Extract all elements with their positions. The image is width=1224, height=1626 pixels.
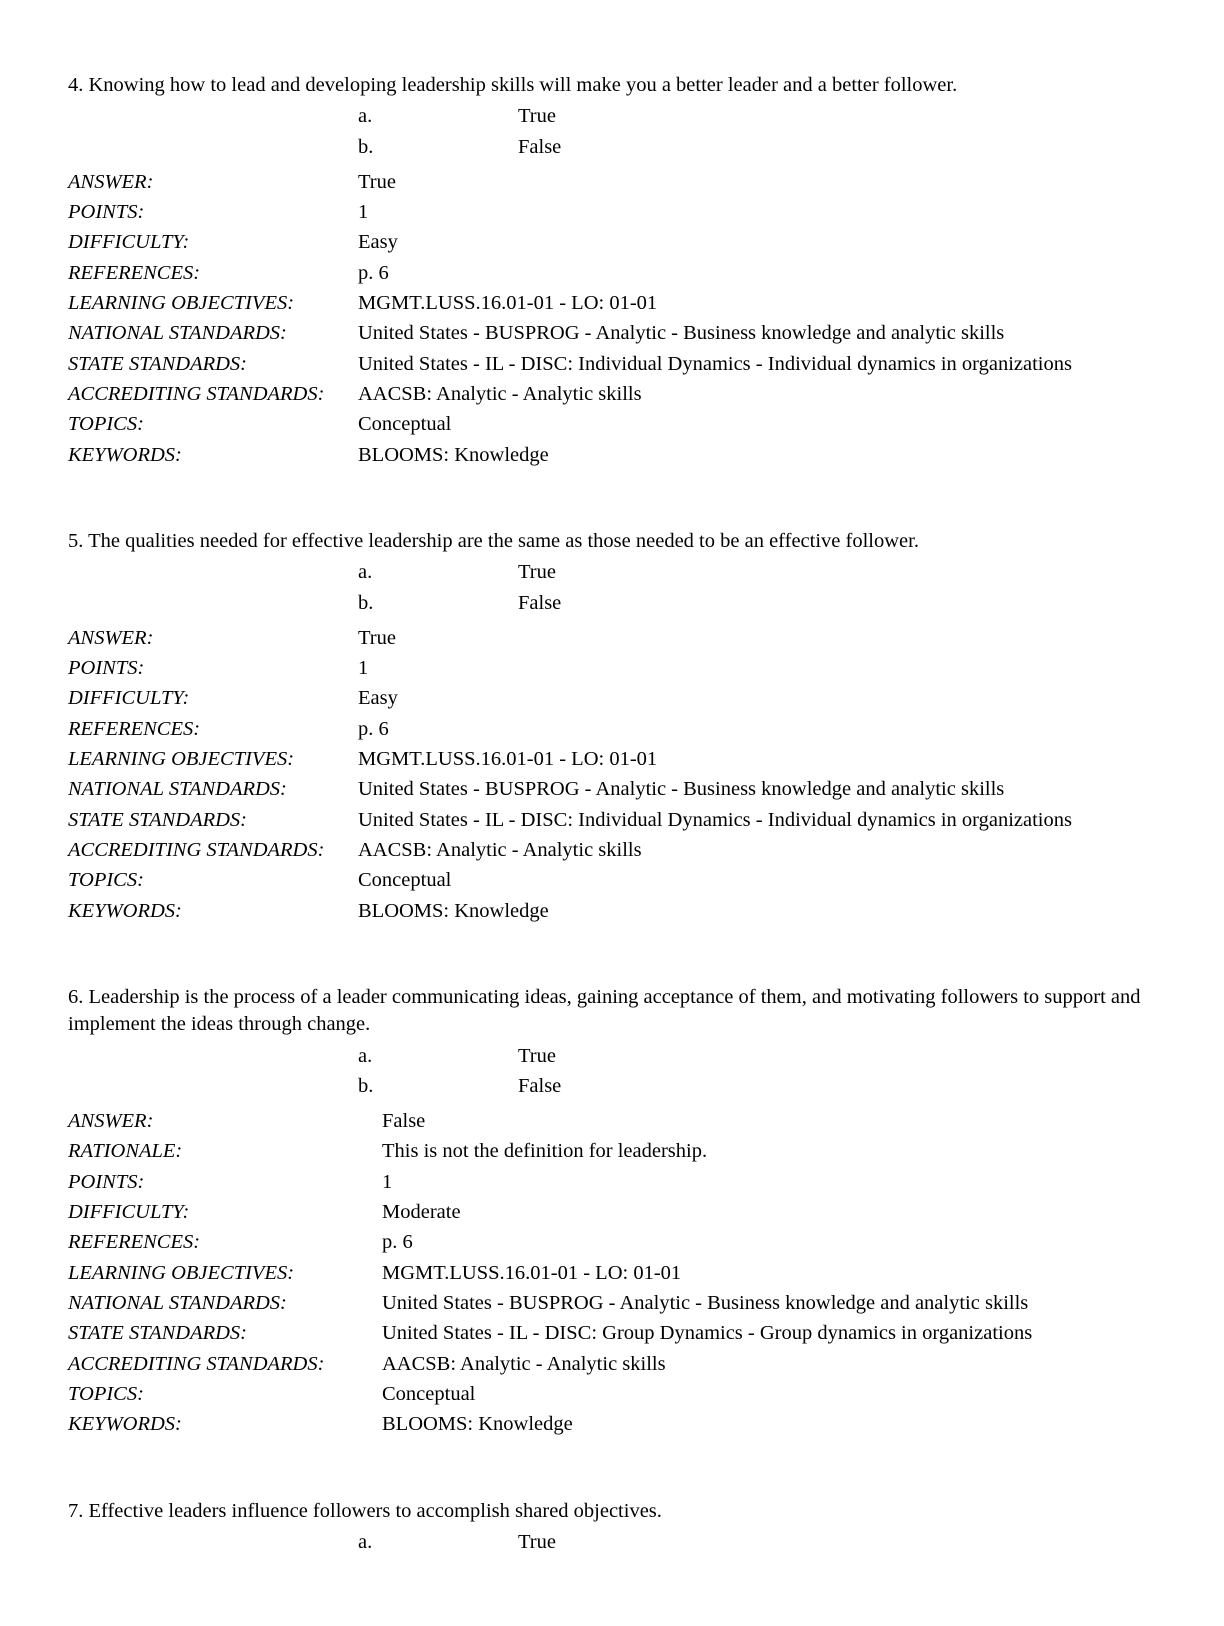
choice-text: False [518,136,562,158]
metadata-value: AACSB: Analytic - Analytic skills [382,1352,666,1375]
metadata-row-learning-objectives [68,1258,1144,1288]
question-stem: 7. Effective leaders influence followers to accomplish shared objectives. [68,1499,662,1522]
metadata-value: Moderate [382,1201,461,1224]
metadata-value: True [358,170,396,193]
metadata-row-accrediting-standards [68,1349,1144,1379]
metadata-row-national-standards [68,318,1144,348]
metadata-value: United States - IL - DISC: Group Dynamics - Group dynamics in organizations [382,1322,1033,1345]
metadata-row-answer [68,623,1144,653]
metadata-row-references [68,258,1144,288]
metadata-value: Conceptual [358,869,452,892]
metadata-label: RATIONALE: [68,1140,183,1163]
metadata-label: REFERENCES: [68,261,201,284]
choice-row[interactable] [68,132,1144,163]
metadata-label: DIFFICULTY: [68,687,190,710]
metadata-label: TOPICS: [68,413,144,436]
question-metadata [68,623,1144,926]
metadata-label: DIFFICULTY: [68,231,190,254]
metadata-row-topics [68,409,1144,439]
metadata-value: MGMT.LUSS.16.01-01 - LO: 01-01 [358,748,658,771]
metadata-value: BLOOMS: Knowledge [358,443,549,466]
metadata-row-topics [68,865,1144,895]
question-metadata [68,1106,1144,1440]
question-block [68,984,1144,1440]
choice-text: True [518,105,556,128]
choice-row[interactable] [68,588,1144,619]
metadata-row-answer [68,1106,1144,1136]
question-block [68,72,1144,470]
metadata-label: DIFFICULTY: [68,1201,190,1224]
metadata-value: True [358,626,396,649]
metadata-label: ACCREDITING STANDARDS: [68,839,325,862]
metadata-label: LEARNING OBJECTIVES: [68,292,295,315]
metadata-row-points [68,197,1144,227]
metadata-row-keywords [68,1409,1144,1439]
question-stem: 4. Knowing how to lead and developing leadership skills will make you a better leader and a better follower. [68,74,958,96]
metadata-label: NATIONAL STANDARDS: [68,322,287,345]
choice-letter: a. [358,1044,373,1067]
metadata-row-difficulty [68,227,1144,257]
choice-letter: a. [358,561,373,584]
metadata-label: POINTS: [68,1170,145,1193]
metadata-value: Easy [358,231,398,254]
choice-row[interactable] [68,1071,1144,1102]
metadata-row-references [68,714,1144,744]
metadata-row-accrediting-standards [68,379,1144,409]
metadata-label: TOPICS: [68,1383,144,1406]
metadata-value: Conceptual [382,1383,476,1406]
metadata-label: STATE STANDARDS: [68,1322,247,1345]
metadata-row-state-standards [68,349,1144,379]
metadata-label: LEARNING OBJECTIVES: [68,1261,295,1284]
metadata-row-keywords [68,440,1144,470]
metadata-label: KEYWORDS: [68,899,182,922]
metadata-row-difficulty [68,683,1144,713]
metadata-label: STATE STANDARDS: [68,808,247,831]
block-spacer [68,954,1144,984]
metadata-value: MGMT.LUSS.16.01-01 - LO: 01-01 [382,1261,682,1284]
question-stem: 6. Leadership is the process of a leader communicating ideas, gaining acceptance of them, and motivating followers to support and implement the ideas through change. [68,986,1141,1036]
question-metadata [68,167,1144,470]
metadata-value: AACSB: Analytic - Analytic skills [358,839,642,862]
metadata-label: ACCREDITING STANDARDS: [68,383,325,406]
choice-letter: b. [358,136,374,158]
metadata-row-references [68,1227,1144,1257]
answer-choices [68,557,1144,619]
metadata-value: 1 [382,1170,393,1193]
question-block [68,528,1144,926]
metadata-label: STATE STANDARDS: [68,352,247,375]
metadata-label: LEARNING OBJECTIVES: [68,748,295,771]
metadata-value: p. 6 [358,261,389,284]
choice-row[interactable] [68,557,1144,588]
choice-letter: a. [358,1530,373,1553]
metadata-label: ANSWER: [68,1110,154,1133]
metadata-value: Easy [358,687,398,710]
question-block [68,1498,1144,1558]
metadata-row-points [68,653,1144,683]
metadata-value: United States - IL - DISC: Individual Dynamics - Individual dynamics in organizations [358,808,1072,831]
metadata-row-national-standards [68,1288,1144,1318]
choice-letter: b. [358,1075,374,1098]
metadata-value: Conceptual [358,413,452,436]
metadata-label: KEYWORDS: [68,1413,182,1436]
metadata-label: ACCREDITING STANDARDS: [68,1352,325,1375]
metadata-label: REFERENCES: [68,1231,201,1254]
metadata-value: United States - BUSPROG - Analytic - Business knowledge and analytic skills [382,1292,1029,1315]
metadata-row-state-standards [68,805,1144,835]
answer-choices [68,1527,1144,1558]
metadata-value: This is not the definition for leadership. [382,1140,708,1163]
metadata-row-topics [68,1379,1144,1409]
metadata-label: KEYWORDS: [68,443,182,466]
metadata-label: POINTS: [68,201,145,224]
metadata-value: United States - IL - DISC: Individual Dynamics - Individual dynamics in organizations [358,352,1072,375]
metadata-value: AACSB: Analytic - Analytic skills [358,383,642,406]
metadata-value: BLOOMS: Knowledge [358,899,549,922]
metadata-row-accrediting-standards [68,835,1144,865]
choice-letter: a. [358,105,373,128]
block-spacer [68,498,1144,528]
metadata-label: ANSWER: [68,170,154,193]
answer-choices [68,1041,1144,1103]
metadata-row-points [68,1167,1144,1197]
answer-choices [68,101,1144,163]
metadata-row-answer [68,167,1144,197]
metadata-value: United States - BUSPROG - Analytic - Business knowledge and analytic skills [358,322,1005,345]
choice-text: True [518,1044,556,1067]
metadata-label: NATIONAL STANDARDS: [68,778,287,801]
metadata-row-state-standards [68,1318,1144,1348]
choice-row[interactable] [68,1041,1144,1072]
metadata-row-rationale [68,1136,1144,1166]
metadata-row-learning-objectives [68,744,1144,774]
question-stem: 5. The qualities needed for effective leadership are the same as those needed to be an effective follower. [68,530,919,553]
metadata-row-difficulty [68,1197,1144,1227]
metadata-value: United States - BUSPROG - Analytic - Business knowledge and analytic skills [358,778,1005,801]
metadata-value: 1 [358,201,369,224]
metadata-label: TOPICS: [68,869,144,892]
choice-text: False [518,592,562,615]
metadata-row-learning-objectives [68,288,1144,318]
block-spacer [68,1468,1144,1498]
choice-text: True [518,561,556,584]
metadata-value: BLOOMS: Knowledge [382,1413,573,1436]
choice-text: True [518,1530,556,1553]
metadata-row-keywords [68,896,1144,926]
metadata-label: REFERENCES: [68,717,201,740]
metadata-label: NATIONAL STANDARDS: [68,1292,287,1315]
metadata-value: MGMT.LUSS.16.01-01 - LO: 01-01 [358,292,658,315]
choice-letter: b. [358,592,374,615]
metadata-label: ANSWER: [68,626,154,649]
choice-text: False [518,1075,562,1098]
metadata-value: 1 [358,657,369,680]
metadata-value: False [382,1110,426,1133]
metadata-label: POINTS: [68,657,145,680]
metadata-value: p. 6 [382,1231,413,1254]
choice-row[interactable] [68,101,1144,132]
choice-row[interactable] [68,1527,1144,1558]
metadata-value: p. 6 [358,717,389,740]
metadata-row-national-standards [68,774,1144,804]
